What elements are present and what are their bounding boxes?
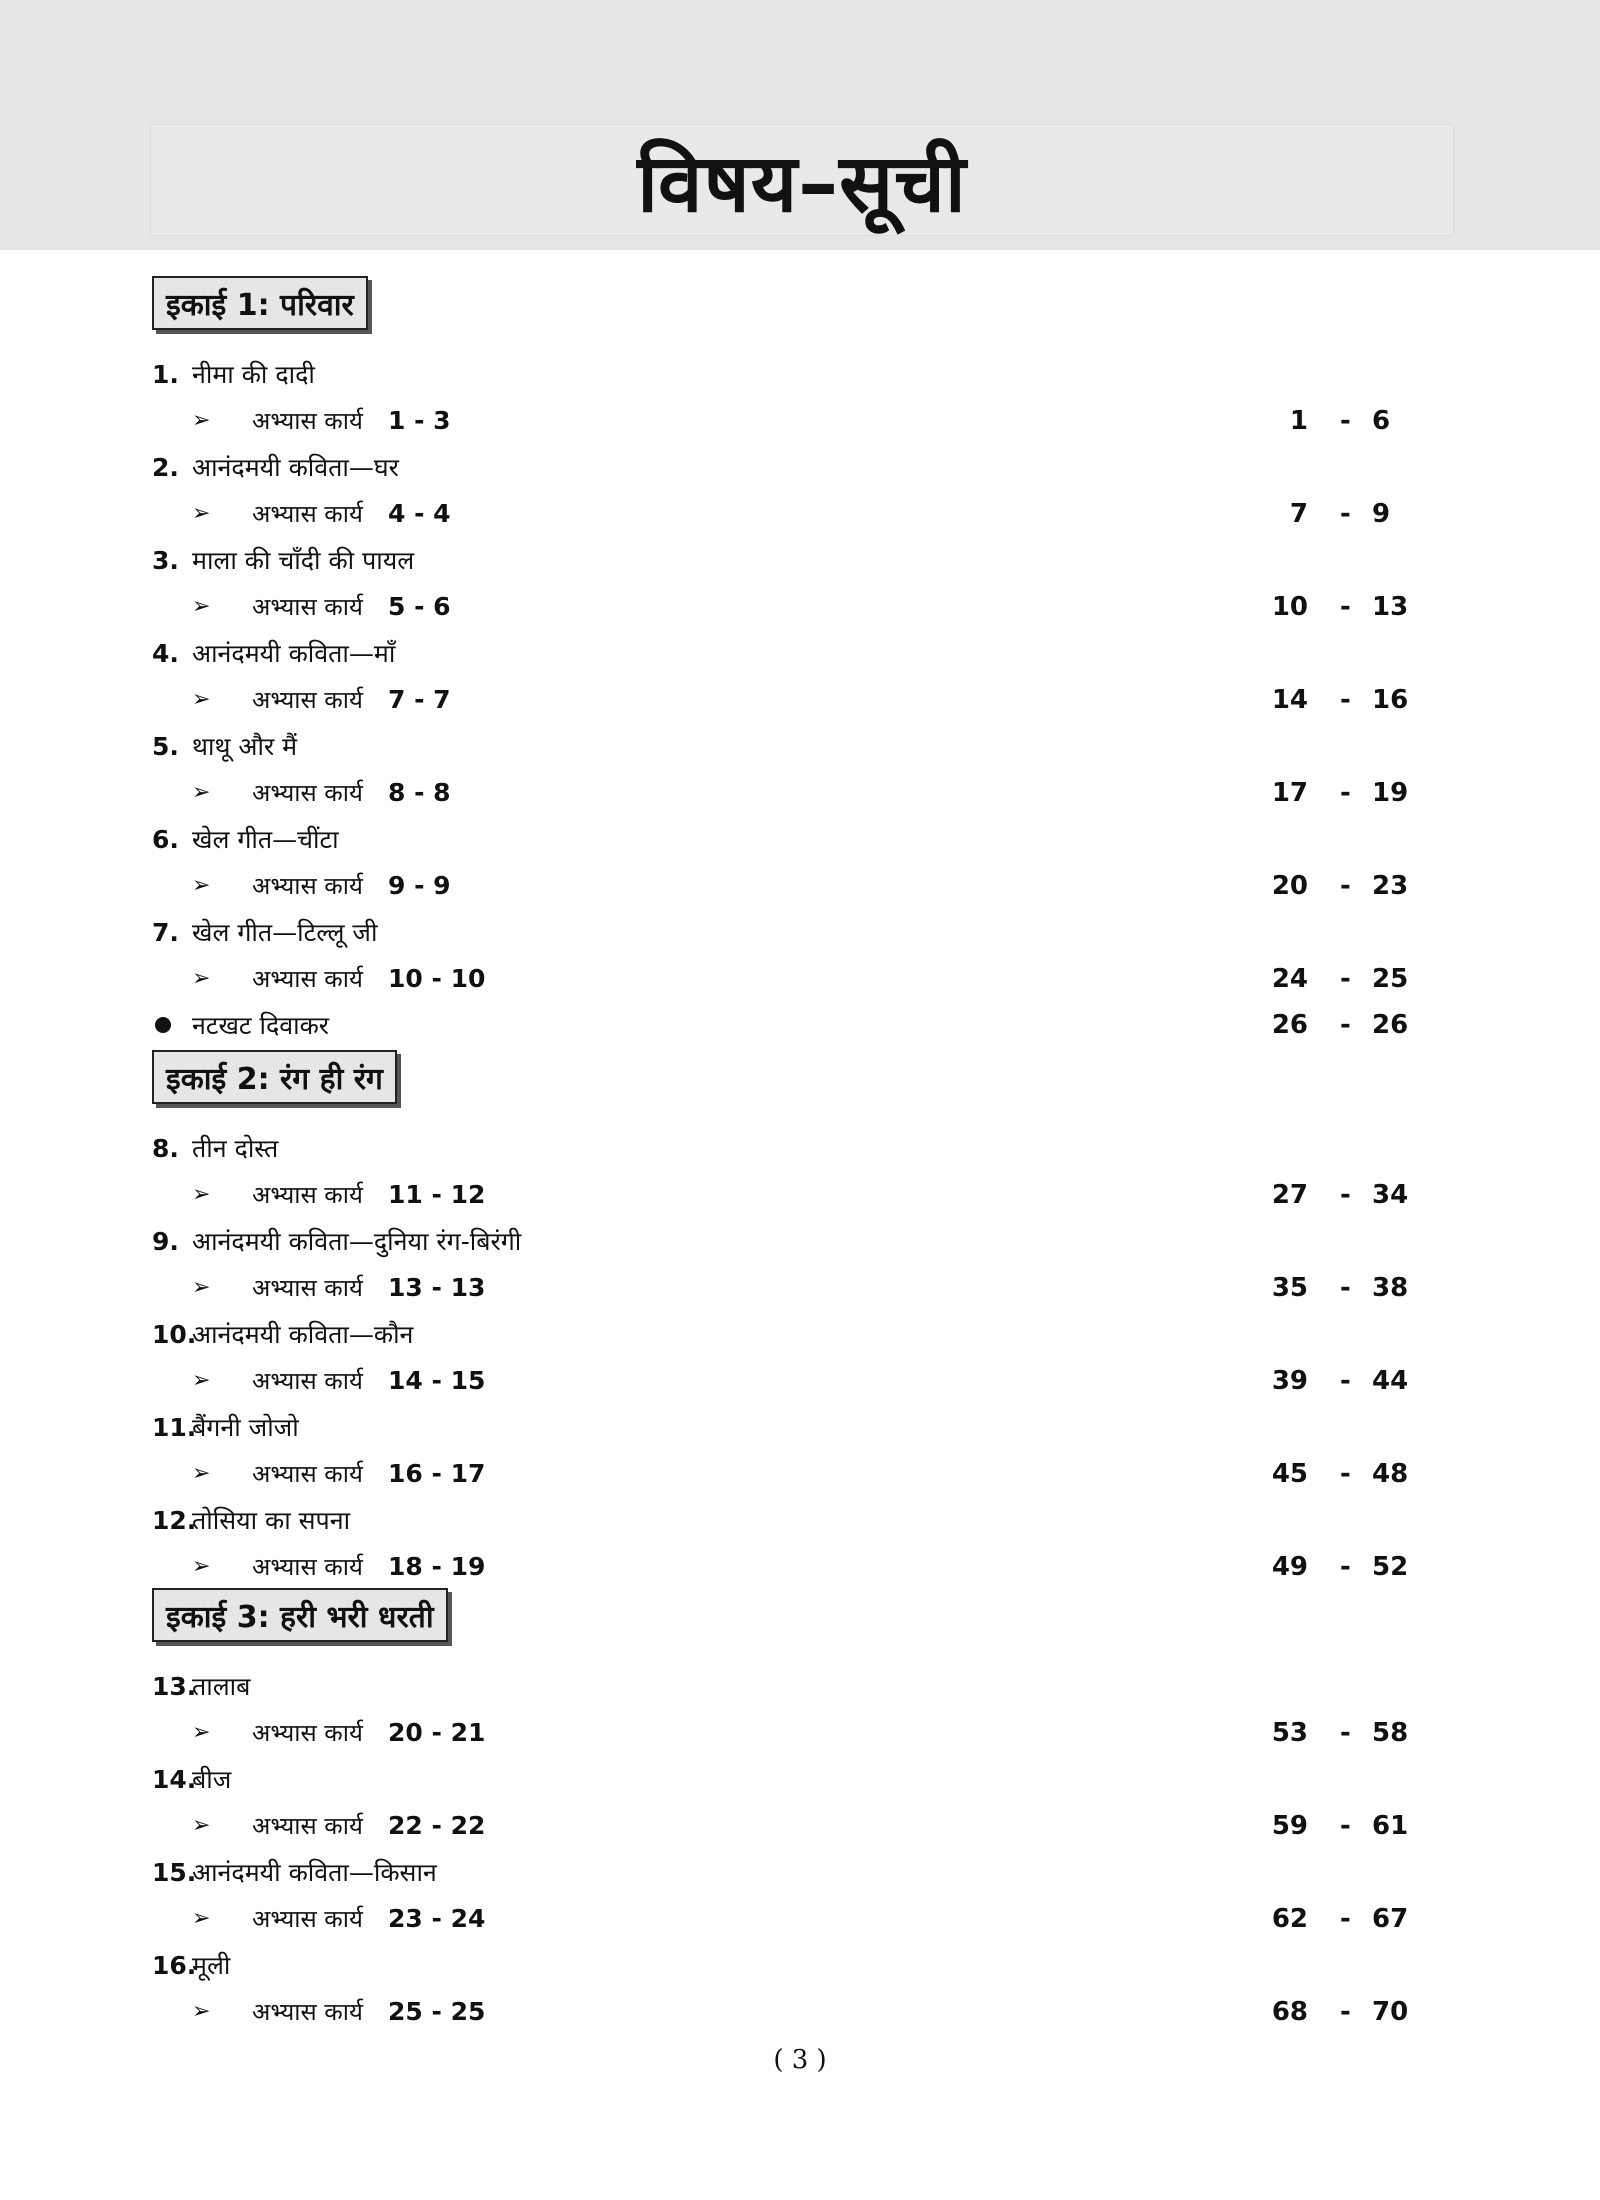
chapter-title: नटखट दिवाकर <box>192 1011 330 1040</box>
page-end: 48 <box>1372 1458 1409 1489</box>
page-start: 26 <box>1271 1010 1308 1040</box>
page-dash: - <box>1340 1717 1351 1748</box>
page-start: 14 <box>1271 684 1308 715</box>
arrow-bullet-icon: ➢ <box>192 408 211 433</box>
page-dash: - <box>1340 1903 1351 1934</box>
exercise-label: अभ्यास कार्य <box>252 1812 363 1840</box>
page-start: 39 <box>1271 1365 1308 1396</box>
arrow-bullet-icon: ➢ <box>192 873 211 898</box>
page-dash: - <box>1340 1010 1351 1040</box>
chapter-number: 6. <box>152 824 179 854</box>
chapter-row <box>0 1757 1600 1801</box>
unit-heading: इकाई 3: हरी भरी धरती <box>152 1588 448 1642</box>
exercise-row <box>0 1266 1600 1310</box>
page-dash: - <box>1340 1458 1351 1489</box>
page-end: 13 <box>1372 591 1409 622</box>
page-start: 59 <box>1271 1810 1308 1841</box>
exercise-row <box>0 1359 1600 1403</box>
exercise-range: 7 - 7 <box>388 685 451 714</box>
page-dash: - <box>1340 1996 1351 2027</box>
chapter-row <box>0 817 1600 861</box>
chapter-row <box>0 538 1600 582</box>
arrow-bullet-icon: ➢ <box>192 780 211 805</box>
exercise-row <box>0 399 1600 443</box>
page-start: 68 <box>1271 1996 1308 2027</box>
page-dash: - <box>1340 498 1351 529</box>
chapter-row <box>0 445 1600 489</box>
exercise-label: अभ्यास कार्य <box>252 1553 363 1581</box>
exercise-row <box>0 1897 1600 1941</box>
exercise-range: 23 - 24 <box>388 1904 486 1933</box>
page-title: विषय–सूची <box>637 136 967 230</box>
exercise-row <box>0 771 1600 815</box>
chapter-number: 12. <box>152 1505 197 1535</box>
exercise-row <box>0 1990 1600 2034</box>
chapter-title: तीन दोस्त <box>192 1134 279 1163</box>
chapter-title: खेल गीत—चींटा <box>192 825 339 854</box>
exercise-row <box>0 492 1600 536</box>
page-dash: - <box>1340 405 1351 436</box>
chapter-row <box>0 910 1600 954</box>
page-start: 27 <box>1271 1179 1308 1210</box>
page-end: 6 <box>1372 405 1391 436</box>
page-end: 23 <box>1372 870 1409 901</box>
chapter-number: 1. <box>152 359 179 389</box>
page-dash: - <box>1340 963 1351 994</box>
chapter-number: 2. <box>152 452 179 482</box>
arrow-bullet-icon: ➢ <box>192 1999 211 2024</box>
chapter-title: बैंगनी जोजो <box>192 1413 299 1442</box>
exercise-range: 18 - 19 <box>388 1552 486 1581</box>
chapter-number: 11. <box>152 1412 197 1442</box>
exercise-range: 5 - 6 <box>388 592 451 621</box>
chapter-number: 4. <box>152 638 179 668</box>
chapter-row <box>0 1312 1600 1356</box>
arrow-bullet-icon: ➢ <box>192 1182 211 1207</box>
chapter-title: खेल गीत—टिल्लू जी <box>192 918 378 947</box>
chapter-row <box>0 1126 1600 1170</box>
page-end: 25 <box>1372 963 1409 994</box>
page-end: 16 <box>1372 684 1409 715</box>
chapter-number: 5. <box>152 731 179 761</box>
exercise-label: अभ्यास कार्य <box>252 779 363 807</box>
exercise-label: अभ्यास कार्य <box>252 407 363 435</box>
exercise-label: अभ्यास कार्य <box>252 1719 363 1747</box>
arrow-bullet-icon: ➢ <box>192 1720 211 1745</box>
chapter-title: तालाब <box>192 1672 251 1701</box>
page-end: 44 <box>1372 1365 1409 1396</box>
exercise-label: अभ्यास कार्य <box>252 1905 363 1933</box>
exercise-range: 14 - 15 <box>388 1366 486 1395</box>
exercise-row <box>0 585 1600 629</box>
arrow-bullet-icon: ➢ <box>192 1275 211 1300</box>
page-dash: - <box>1340 777 1351 808</box>
page-end: 34 <box>1372 1179 1409 1210</box>
page-dash: - <box>1340 1179 1351 1210</box>
chapter-row <box>0 724 1600 768</box>
page-start: 45 <box>1271 1458 1308 1489</box>
chapter-number: 8. <box>152 1133 179 1163</box>
exercise-row <box>0 1545 1600 1589</box>
exercise-range: 4 - 4 <box>388 499 451 528</box>
page-end: 38 <box>1372 1272 1409 1303</box>
chapter-title: आनंदमयी कविता—दुनिया रंग-बिरंगी <box>192 1227 522 1256</box>
arrow-bullet-icon: ➢ <box>192 1368 211 1393</box>
page-dash: - <box>1340 1810 1351 1841</box>
page-start: 24 <box>1271 963 1308 994</box>
chapter-row <box>0 1943 1600 1987</box>
chapter-title: आनंदमयी कविता—किसान <box>192 1858 437 1887</box>
page-end: 19 <box>1372 777 1409 808</box>
list-item-extra <box>0 1003 1600 1047</box>
chapter-title: आनंदमयी कविता—कौन <box>192 1320 414 1349</box>
page-dash: - <box>1340 870 1351 901</box>
page-end: 52 <box>1372 1551 1409 1582</box>
page-start: 35 <box>1271 1272 1308 1303</box>
page-start: 20 <box>1271 870 1308 901</box>
chapter-number: 9. <box>152 1226 179 1256</box>
arrow-bullet-icon: ➢ <box>192 594 211 619</box>
exercise-range: 25 - 25 <box>388 1997 486 2026</box>
page-dash: - <box>1340 1365 1351 1396</box>
chapter-number: 16. <box>152 1950 197 1980</box>
arrow-bullet-icon: ➢ <box>192 501 211 526</box>
chapter-row <box>0 1664 1600 1708</box>
page-start: 7 <box>1289 498 1308 529</box>
page-end: 70 <box>1372 1996 1409 2027</box>
page-start: 17 <box>1271 777 1308 808</box>
chapter-title: आनंदमयी कविता—माँ <box>192 639 396 668</box>
page-dash: - <box>1340 591 1351 622</box>
page-start: 62 <box>1271 1903 1308 1934</box>
page-end: 26 <box>1372 1010 1409 1040</box>
chapter-title: बीज <box>192 1765 232 1794</box>
exercise-label: अभ्यास कार्य <box>252 1998 363 2026</box>
page-end: 67 <box>1372 1903 1409 1934</box>
unit-heading: इकाई 1: परिवार <box>152 276 368 330</box>
exercise-row <box>0 678 1600 722</box>
page-dash: - <box>1340 1551 1351 1582</box>
page-end: 61 <box>1372 1810 1409 1841</box>
exercise-range: 11 - 12 <box>388 1180 486 1209</box>
unit-heading: इकाई 2: रंग ही रंग <box>152 1050 397 1104</box>
exercise-label: अभ्यास कार्य <box>252 1274 363 1302</box>
exercise-range: 10 - 10 <box>388 964 486 993</box>
exercise-label: अभ्यास कार्य <box>252 965 363 993</box>
chapter-row <box>0 1498 1600 1542</box>
page-number: ( 3 ) <box>773 2045 827 2075</box>
exercise-range: 8 - 8 <box>388 778 451 807</box>
exercise-label: अभ्यास कार्य <box>252 500 363 528</box>
arrow-bullet-icon: ➢ <box>192 1461 211 1486</box>
exercise-row <box>0 1804 1600 1848</box>
arrow-bullet-icon: ➢ <box>192 687 211 712</box>
exercise-row <box>0 957 1600 1001</box>
arrow-bullet-icon: ➢ <box>192 1813 211 1838</box>
exercise-label: अभ्यास कार्य <box>252 872 363 900</box>
exercise-label: अभ्यास कार्य <box>252 1460 363 1488</box>
page-start: 10 <box>1271 591 1308 622</box>
chapter-row <box>0 352 1600 396</box>
chapter-number: 13. <box>152 1671 197 1701</box>
page-dash: - <box>1340 1272 1351 1303</box>
bullet-icon <box>155 1017 171 1033</box>
exercise-row <box>0 1173 1600 1217</box>
exercise-range: 1 - 3 <box>388 406 451 435</box>
arrow-bullet-icon: ➢ <box>192 1906 211 1931</box>
chapter-number: 7. <box>152 917 179 947</box>
page-start: 49 <box>1271 1551 1308 1582</box>
page-dash: - <box>1340 684 1351 715</box>
chapter-row <box>0 631 1600 675</box>
exercise-row <box>0 1711 1600 1755</box>
exercise-label: अभ्यास कार्य <box>252 1181 363 1209</box>
chapter-number: 10. <box>152 1319 197 1349</box>
exercise-range: 20 - 21 <box>388 1718 486 1747</box>
chapter-title: थाथू और मैं <box>192 732 298 761</box>
chapter-row <box>0 1219 1600 1263</box>
chapter-title: मूली <box>192 1951 231 1980</box>
chapter-title: नीमा की दादी <box>192 360 315 389</box>
chapter-row <box>0 1850 1600 1894</box>
chapter-title: माला की चाँदी की पायल <box>192 546 415 575</box>
chapter-number: 15. <box>152 1857 197 1887</box>
exercise-range: 13 - 13 <box>388 1273 486 1302</box>
chapter-row <box>0 1405 1600 1449</box>
exercise-range: 9 - 9 <box>388 871 451 900</box>
exercise-row <box>0 1452 1600 1496</box>
exercise-range: 16 - 17 <box>388 1459 486 1488</box>
exercise-range: 22 - 22 <box>388 1811 486 1840</box>
chapter-title: आनंदमयी कविता—घर <box>192 453 399 482</box>
exercise-label: अभ्यास कार्य <box>252 1367 363 1395</box>
page-start: 1 <box>1289 405 1308 436</box>
page-end: 9 <box>1372 498 1391 529</box>
exercise-label: अभ्यास कार्य <box>252 593 363 621</box>
exercise-label: अभ्यास कार्य <box>252 686 363 714</box>
chapter-title: तोसिया का सपना <box>192 1506 351 1535</box>
chapter-number: 3. <box>152 545 179 575</box>
arrow-bullet-icon: ➢ <box>192 966 211 991</box>
page-end: 58 <box>1372 1717 1409 1748</box>
page-start: 53 <box>1271 1717 1308 1748</box>
arrow-bullet-icon: ➢ <box>192 1554 211 1579</box>
exercise-row <box>0 864 1600 908</box>
chapter-number: 14. <box>152 1764 197 1794</box>
